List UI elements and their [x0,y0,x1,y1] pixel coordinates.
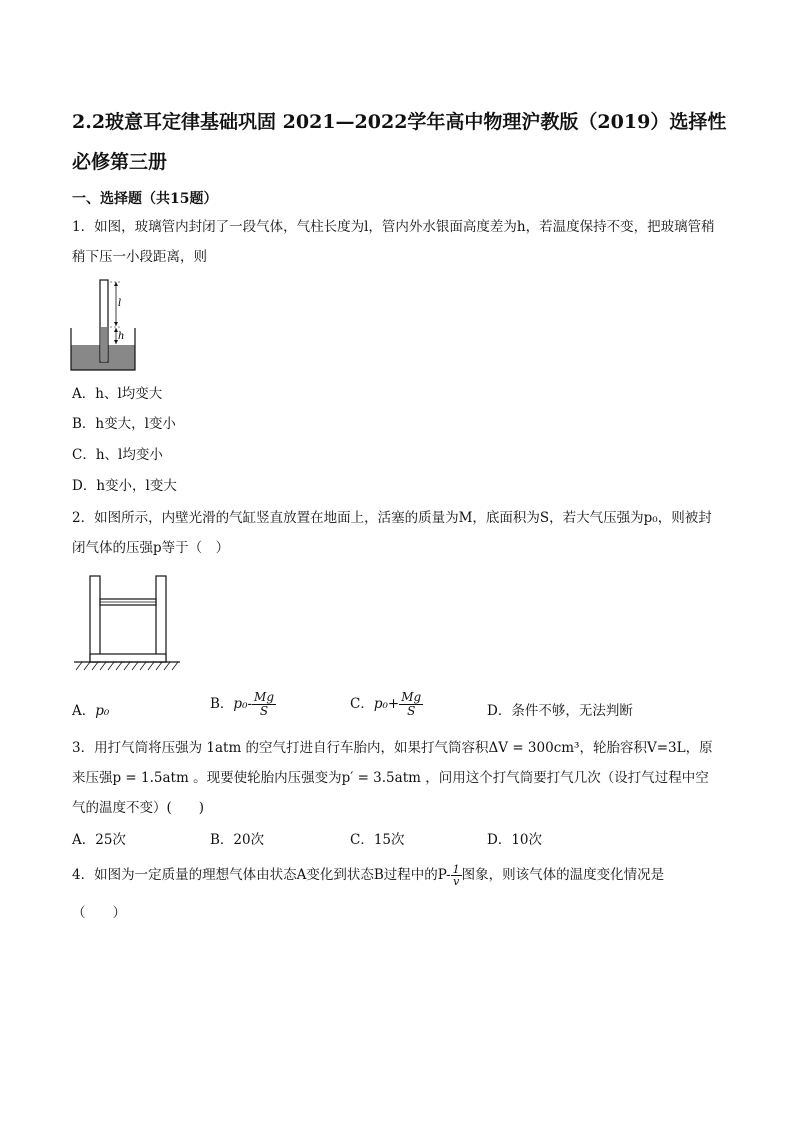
q2-option-a: A．p₀ [72,703,110,719]
question-4-stem: 4．如图为一定质量的理想气体由状态A变化到状态B过程中的P- $\frac{1}{v}$ 图象，则该气体的温度变化情况是 [72,863,665,888]
question-3-stem: 3．用打气筒将压强为 1atm 的空气打进自行车胎内，如果打气筒容积ΔV = 300cm³，轮胎容积V=3L，原来压强p = 1.5atm 。现要使轮胎内压强变为p′ = 3.5atm ，问用这个打气筒要打气几次（设打气过程中空气的温度不变）( ) [72,740,713,816]
q1-option-c: C．h、l均变小 [72,447,163,463]
q2-option-c: C．p₀+ $\frac{Mg}{S}$ [350,690,422,718]
q2-option-b: B．p₀- $\frac{Mg}{S}$ [210,690,275,718]
q1-label-l: l [118,298,122,309]
q1-option-a: A．h、l均变大 [72,386,163,402]
document-title: 2.2玻意耳定律基础巩固 2021—2022学年高中物理沪教版（2019）选择性必修第三册 [72,111,727,173]
q3-option-c: C．15次 [350,832,405,848]
q2-b-fraction: $\frac{Mg}{S}$ [254,690,275,718]
section-heading: 一、选择题（共15题） [72,191,218,207]
q1-label-h: h [118,331,125,342]
question-4-stem-paren: （ ） [72,905,126,921]
q1-option-b: B．h变大，l变小 [72,416,176,432]
q2-cylinder-figure [72,574,182,674]
question-2-stem: 2．如图所示，内壁光滑的气缸竖直放置在地面上，活塞的质量为M，底面积为S，若大气压强为p₀，则被封闭气体的压强p等于（ ） [72,510,712,556]
q3-option-a: A．25次 [72,832,126,848]
q3-option-b: B．20次 [210,832,265,848]
q3-option-d: D．10次 [487,832,543,848]
q2-c-fraction: $\frac{Mg}{S}$ [401,690,422,718]
q1-option-d: D．h变小，l变大 [72,478,177,494]
q2-option-d: D．条件不够，无法判断 [487,703,633,719]
q1-tube-figure [70,280,150,372]
q4-fraction: $\frac{1}{v}$ [452,863,460,888]
question-1-stem: 1．如图，玻璃管内封闭了一段气体，气柱长度为l，管内外水银面高度差为h，若温度保持不变，把玻璃管稍稍下压一小段距离，则 [72,219,715,265]
